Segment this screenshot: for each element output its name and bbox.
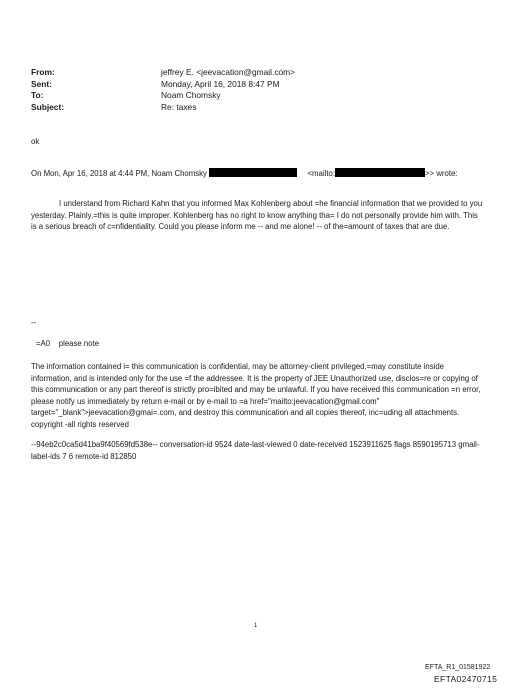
email-header	[31, 67, 295, 113]
quote-header-suffix: >> wrote:	[425, 169, 458, 178]
footer-bates-id-2: EFTA02470715	[434, 674, 498, 684]
sent-value: Monday, April 16, 2018 8:47 PM	[161, 78, 280, 89]
footer-bates-id-1: EFTA_R1_01581922	[425, 664, 491, 671]
to-label: To:	[31, 90, 44, 101]
sent-row	[31, 79, 295, 91]
disclaimer-text: The information contained i= this communication is confidential, may be attorney-client privileged,=may constitute inside information, and is intended only for the use =f the addressee. It is the property of JEE Unauthorized use, disclos=re or copying of this communication or any part thereof is strictly pro=ibited and may be unlawful. If you have received this communication =n error, please notify us immediately by return e-mail or by e-mail to =a href="mailto:jeevacation@gmail.com" target="_blank">jeevacation@gmai=.com, and destroy this communication and all copies thereof, inc=uding all attachments. copyright -all rights reserved	[31, 362, 481, 429]
to-value: Noam Chomsky	[161, 90, 221, 101]
page-number: 1	[254, 623, 258, 629]
reply-text: ok	[31, 137, 40, 146]
redaction-block	[209, 168, 297, 177]
redaction-block	[335, 168, 425, 177]
to-row	[31, 90, 295, 102]
from-value: jeffrey E. <jeevacation@gmail.com>	[161, 67, 296, 77]
subject-label: Subject:	[31, 101, 65, 112]
sent-label: Sent:	[31, 78, 52, 89]
subject-value: Re: taxes	[161, 101, 197, 112]
quote-header	[31, 168, 458, 180]
subject-row	[31, 102, 295, 114]
message-metadata: --94eb2c0ca5d41ba9f40569fd538e-- conversation-id 9524 date-last-viewed 0 date-received 1523911625 flags 8590195713 gmail-label-ids 7 6 remote-id 812850	[31, 440, 480, 461]
quoted-body-text: I understand from Richard Kahn that you informed Max Kohlenberg about =he financial information that we provided to you yesterday. Plainly,=this is quite improper. Kohlenberg has no right to know anything tha= I do not personally provide him with. This is a serious breach of c=nfidentiality. Could you please inform me -- and me alone! -- of the=amount of taxes that are due.	[31, 199, 483, 232]
from-label: From:	[31, 67, 55, 77]
quoted-body	[31, 198, 483, 233]
quote-header-prefix: On Mon, Apr 16, 2018 at 4:44 PM, Noam Chomsky	[31, 169, 207, 178]
signature-separator: --	[31, 318, 37, 327]
from-row	[31, 67, 295, 79]
quote-header-mailto: <mailto:	[307, 169, 335, 178]
note-line: =A0 please note	[36, 339, 100, 348]
